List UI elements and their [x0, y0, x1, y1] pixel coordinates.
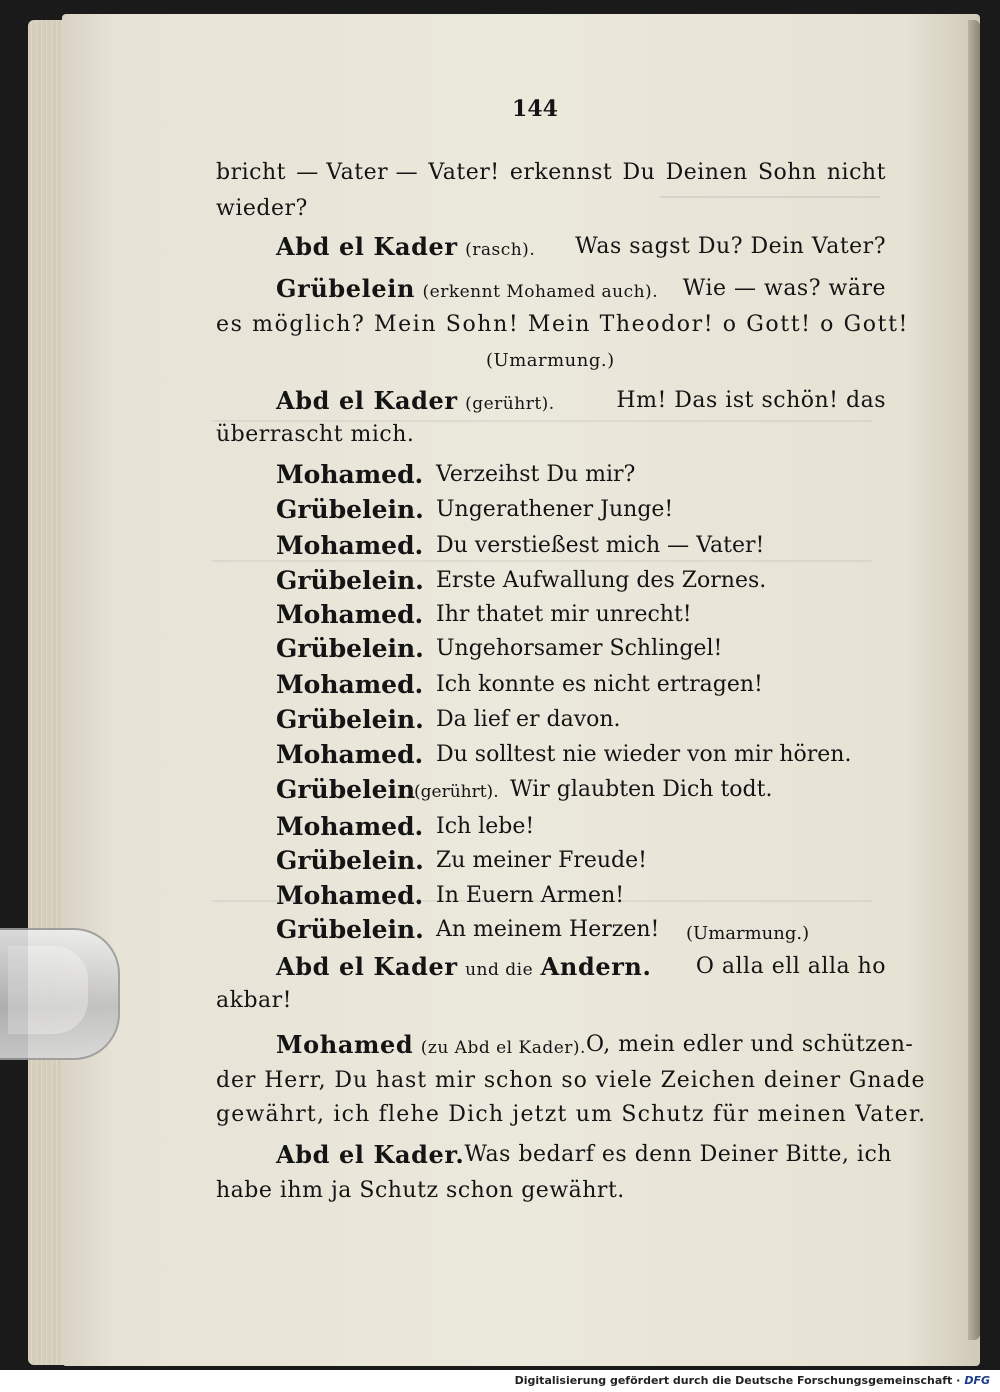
- speaker-name: Mohamed.: [276, 670, 424, 699]
- continuation-line: habe ihm ja Schutz schon gewährt.: [216, 1178, 625, 1203]
- word: Deinen: [665, 160, 748, 185]
- dialogue-line: [276, 952, 886, 985]
- speaker-name: Abd el Kader: [276, 952, 458, 981]
- speech: Erste Aufwallung des Zornes.: [436, 568, 767, 593]
- speech: Was bedarf es denn Deiner Bitte, ich: [464, 1142, 892, 1167]
- speaker-name: Grübelein.: [276, 846, 424, 875]
- speaker-name: Grübelein.: [276, 566, 424, 595]
- speech: An meinem Herzen!: [436, 917, 660, 942]
- speaker-name: Mohamed.: [276, 460, 424, 489]
- word: nicht: [826, 160, 886, 185]
- footer-text: Digitalisierung gefördert durch die Deutsche Forschungsgemeinschaft ·: [514, 1374, 961, 1387]
- word: Vater!: [428, 160, 500, 185]
- stage-direction: (Umarmung.): [686, 923, 810, 944]
- speaker-name: Grübelein.: [276, 915, 424, 944]
- dialogue-line: [276, 1030, 914, 1063]
- speaker-name: Grübelein: [276, 775, 416, 804]
- speech: Wir glaubten Dich todt.: [510, 777, 773, 802]
- dialogue-line: [276, 1140, 892, 1170]
- speech: Da lief er davon.: [436, 707, 621, 732]
- dialogue-line: [276, 274, 886, 307]
- continuation-line: gewährt, ich flehe Dich jetzt um Schutz für meinen Vater.: [216, 1102, 927, 1127]
- speech: Ich konnte es nicht ertragen!: [436, 672, 763, 697]
- speech: Was sagst Du? Dein Vater?: [575, 234, 886, 259]
- stage-direction: (rasch).: [465, 240, 536, 260]
- speech: O alla ell alla ho: [695, 954, 886, 979]
- dialogue-line: [276, 232, 886, 265]
- speaker-name: Mohamed.: [276, 881, 424, 910]
- speaker-name: Mohamed.: [276, 812, 424, 841]
- speech: Wie — was? wäre: [682, 276, 886, 301]
- page-clip: [0, 928, 120, 1060]
- word: Sohn: [757, 160, 817, 185]
- footer-bar: [0, 1370, 1000, 1392]
- speech: Verzeihst Du mir?: [436, 462, 636, 487]
- continuation-line: es möglich? Mein Sohn! Mein Theodor! o Gott! o Gott!: [216, 312, 909, 337]
- stage-direction: (erkennt Mohamed auch).: [422, 282, 659, 302]
- speaker-name: Mohamed.: [276, 600, 424, 629]
- continuation-line-1: [216, 158, 886, 188]
- speech: Ihr thatet mir unrecht!: [436, 602, 692, 627]
- speaker-name: Abd el Kader: [276, 386, 458, 415]
- stage-direction: (gerührt).: [414, 782, 499, 802]
- speech: In Euern Armen!: [436, 883, 625, 908]
- speech: Ich lebe!: [436, 814, 535, 839]
- speech: O, mein edler und schützen-: [585, 1032, 914, 1057]
- speaker-name: Grübelein.: [276, 495, 424, 524]
- speech: Zu meiner Freude!: [436, 848, 647, 873]
- word: — Vater —: [296, 160, 419, 185]
- speaker-name: Grübelein: [276, 274, 415, 303]
- word: bricht: [216, 160, 286, 185]
- word: Du: [622, 160, 656, 185]
- speaker-name: Andern.: [540, 952, 652, 981]
- continuation-line: der Herr, Du hast mir schon so viele Zeichen deiner Gnade: [216, 1068, 926, 1093]
- speaker-name: Abd el Kader.: [276, 1140, 465, 1169]
- speaker-name: Abd el Kader: [276, 232, 458, 261]
- stage-direction: (zu Abd el Kader).: [420, 1038, 586, 1058]
- continuation-line: akbar!: [216, 988, 293, 1013]
- speaker-name: Mohamed.: [276, 740, 424, 769]
- stage-direction: (gerührt).: [465, 394, 555, 414]
- speech: Du verstießest mich — Vater!: [436, 533, 765, 558]
- speech: Du solltest nie wieder von mir hören.: [436, 742, 852, 767]
- speech: Ungerathener Junge!: [436, 497, 674, 522]
- stage-direction: (Umarmung.): [486, 350, 615, 371]
- speech: Ungehorsamer Schlingel!: [436, 636, 723, 661]
- dfg-logo: DFG: [964, 1374, 990, 1387]
- speaker-name: Mohamed.: [276, 531, 424, 560]
- word: erkennst: [509, 160, 613, 185]
- speaker-name: Grübelein.: [276, 634, 424, 663]
- continuation-line: überrascht mich.: [216, 422, 415, 447]
- speaker-name: Grübelein.: [276, 705, 424, 734]
- speaker-name: Mohamed: [276, 1030, 414, 1059]
- page-number: 144: [512, 96, 558, 122]
- dialogue-line: [276, 386, 886, 419]
- speech: Hm! Das ist schön! das: [616, 388, 886, 413]
- connector: und die: [465, 960, 534, 980]
- continuation-line-2: wieder?: [216, 196, 308, 221]
